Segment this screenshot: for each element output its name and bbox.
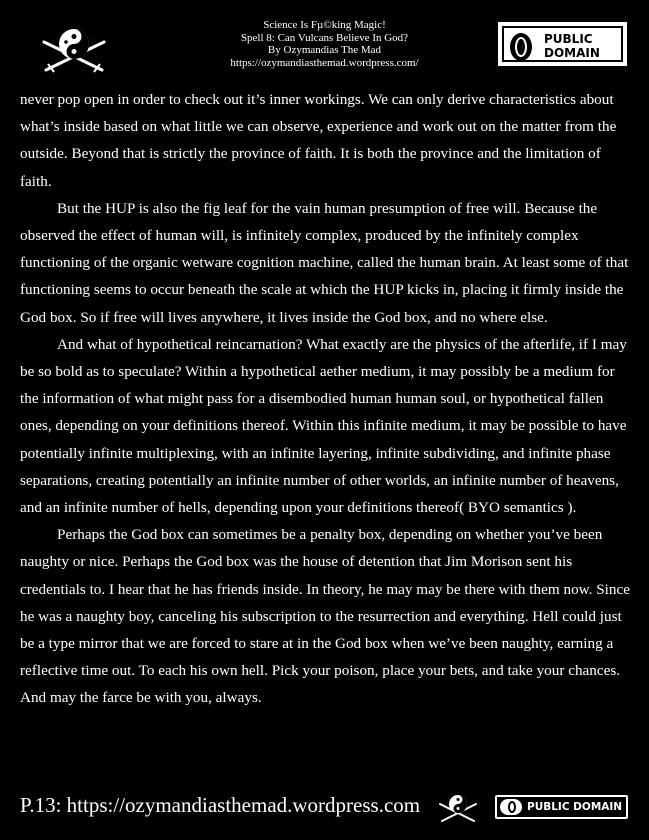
header-series-title: Science Is Fµ©king Magic! [263, 19, 386, 31]
public-domain-footer-icon [500, 799, 522, 815]
yin-yang-crossed-swords-logo [36, 24, 112, 76]
public-domain-icon [510, 33, 532, 61]
yin-yang-crossed-swords-footer-logo [436, 792, 480, 824]
public-domain-badge [498, 22, 627, 66]
page-body [20, 86, 632, 712]
body-paragraph: Perhaps the God box can sometimes be a penalty box, depending on whether you’ve been naughty or nice. Perhaps the God box was the house of detention that Jim Morison sent his credentials to. I hear that he has friends inside. In theory, he may may be there with them now. Since he was a naughty boy, canceling his subscription to the resurrection and everything. Hell could just be a type mirror that we are forced to stare at in the God box when we’ve been naughty, earning a reflective time out. To each his own hell. Pick your poison, place your bets, and take your chances. And may the farce be with you, always. [20, 526, 630, 707]
header-url[interactable]: https://ozymandiasthemad.wordpress.com/ [230, 56, 419, 69]
public-domain-footer-badge [495, 795, 628, 819]
public-domain-badge-text: PUBLIC DOMAIN [544, 32, 600, 60]
header-title-block [150, 19, 499, 69]
page-footer-label[interactable]: P.13: https://ozymandiasthemad.wordpress.com [20, 793, 421, 817]
body-paragraph: But the HUP is also the fig leaf for the vain human presumption of free will. Because the observed the effect of human will, is infinitely complex, produced by the infinitely complex functioning of the organic wetware cognition machine, called the human brain. At least some of that functioning seems to occur beneath the scale at which the HUP kicks in, placing it firmly inside the God box. So if free will lives anywhere, it lives inside the God box, and no where else. [20, 199, 629, 326]
header-author: By Ozymandias The Mad [267, 44, 382, 56]
body-paragraph: And what of hypothetical reincarnation? What exactly are the physics of the afterlife, if I may be so bold as to speculate? Within a hypothetical aether medium, it may possibly be a medium for the information of what might pass for a disembodied human human soul, or hypothetical fallen ones, depending on your definitions thereof. Within this infinite medium, it may be possible to have potentially infinite multiplexing, with an infinite layering, infinite subdividing, and infinite phase separations, creating potentially an infinite number of other worlds, an infinite number of heavens, and an infinite number of hells, depending upon your definitions thereof( BYO semantics ). [20, 335, 627, 517]
public-domain-footer-text: PUBLIC DOMAIN [527, 801, 623, 813]
body-paragraph: never pop open in order to check out it’s inner workings. We can only derive characteristics about what’s inside based on what little we can observe, experience and work out on the matter from the outside. Beyond that is strictly the province of faith. It is both the province and the limitation of faith. [20, 91, 617, 190]
page-header [0, 0, 649, 88]
header-spell-title: Spell 8: Can Vulcans Believe In God? [240, 31, 409, 44]
